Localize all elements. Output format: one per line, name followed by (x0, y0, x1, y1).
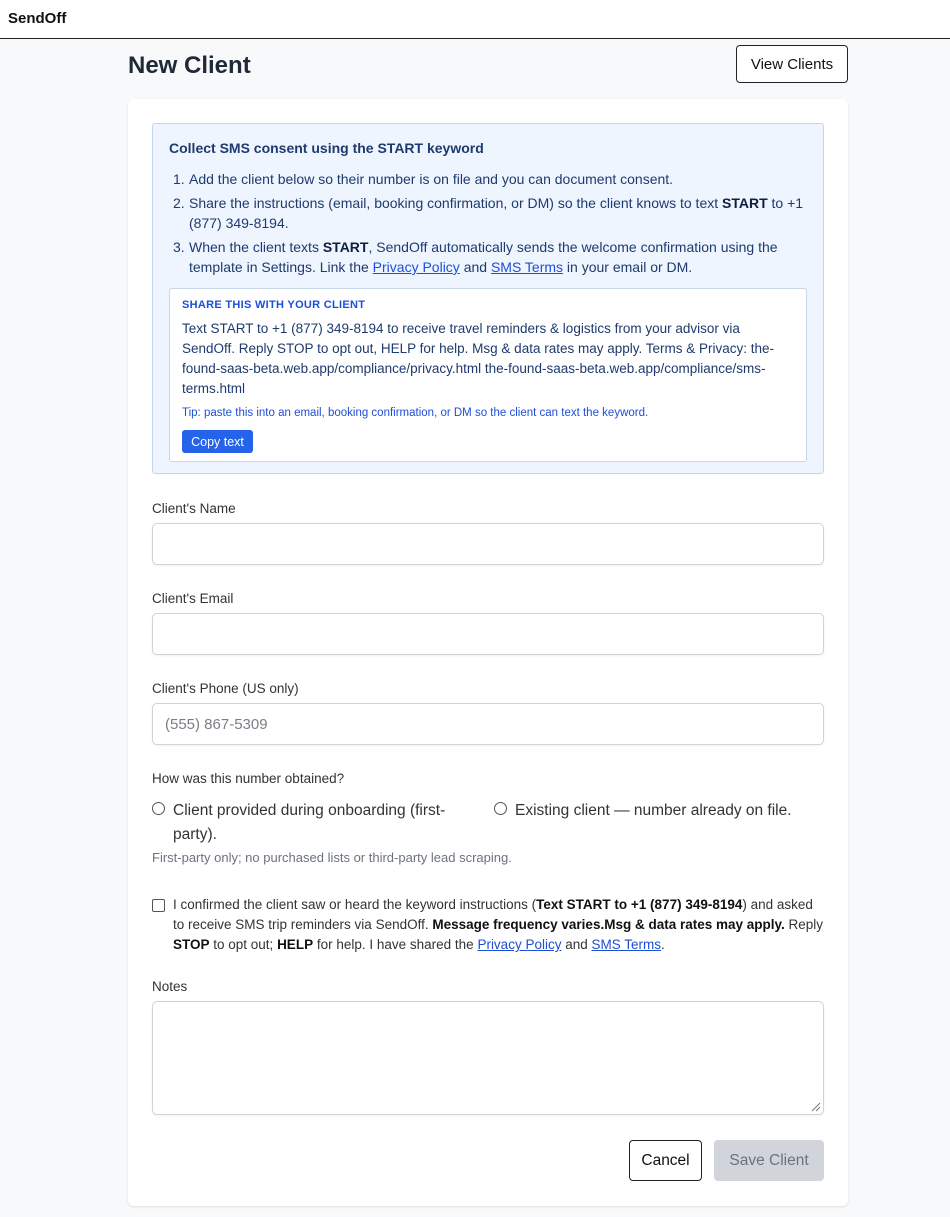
client-phone-label: Client's Phone (US only) (152, 681, 299, 696)
view-clients-button[interactable]: View Clients (736, 45, 848, 83)
instruction-step-1 (169, 169, 809, 189)
top-nav-bar (0, 0, 950, 39)
radio-option-existing-client[interactable] (494, 799, 824, 823)
radio-option-onboarding[interactable] (152, 799, 472, 847)
client-phone-input[interactable] (152, 703, 824, 745)
step-number: 1. (173, 171, 185, 187)
cancel-button[interactable]: Cancel (629, 1140, 702, 1181)
step-text: When the client texts START, SendOff automatically sends the welcome confirmation using the template in Settings. Link the Privacy Policy and SMS Terms in your email or DM. (189, 239, 778, 275)
share-box-title: SHARE THIS WITH YOUR CLIENT (182, 299, 366, 311)
share-message-text: Text START to +1 (877) 349-8194 to receive travel reminders & logistics from your advisor via SendOff. Reply STOP to opt out, HELP for help. Msg & data rates may apply. Terms & Privacy: the-found-saas-beta.web.app/compliance/privacy.html the-found-saas-beta.web.app/compliance/sms-terms.html (182, 321, 775, 396)
consent-checkbox[interactable] (152, 899, 165, 912)
step-text: Add the client below so their number is on file and you can document consent. (189, 171, 674, 187)
sms-consent-info-panel (152, 123, 824, 474)
instruction-step-2 (169, 193, 809, 233)
page-title: New Client (128, 52, 251, 79)
radio-option-label[interactable]: Client provided during onboarding (first- party). (173, 802, 446, 843)
notes-textarea[interactable] (152, 1001, 824, 1115)
new-client-form-card (128, 99, 848, 1206)
client-email-input[interactable] (152, 613, 824, 655)
privacy-policy-link[interactable]: Privacy Policy (372, 259, 460, 275)
start-keyword: START (322, 239, 369, 255)
client-name-input[interactable] (152, 523, 824, 565)
share-message-box (169, 288, 807, 462)
consent-sms-terms-link[interactable]: SMS Terms (591, 937, 662, 952)
instruction-steps (169, 169, 809, 281)
instruction-step-3 (169, 237, 809, 277)
number-source-radio-group (152, 799, 824, 847)
step-text: Share the instructions (email, booking confirmation, or DM) so the client knows to text START to +1 (877) 349-8194. (189, 195, 804, 231)
start-keyword: START (722, 195, 768, 211)
sms-terms-link[interactable]: SMS Terms (490, 259, 564, 275)
step-number: 3. (173, 239, 185, 255)
client-name-label: Client's Name (152, 501, 236, 516)
share-tip: Tip: paste this into an email, booking confirmation, or DM so the client can text the keyword. (182, 407, 649, 419)
resize-handle-icon[interactable] (809, 1100, 821, 1112)
brand-logo[interactable]: SendOff (8, 10, 67, 27)
save-client-button[interactable]: Save Client (714, 1140, 824, 1181)
radio-button[interactable] (494, 802, 507, 815)
notes-label: Notes (152, 979, 188, 994)
copy-text-button[interactable]: Copy text (182, 430, 253, 453)
step-number: 2. (173, 195, 185, 211)
consent-privacy-policy-link[interactable]: Privacy Policy (477, 937, 562, 952)
radio-help-text: First-party only; no purchased lists or third-party lead scraping. (152, 850, 512, 865)
consent-confirmation (152, 895, 824, 955)
client-email-label: Client's Email (152, 591, 234, 606)
radio-option-label[interactable]: Existing client — number already on file. (515, 802, 792, 819)
radio-button[interactable] (152, 802, 165, 815)
number-source-label: How was this number obtained? (152, 771, 345, 786)
consent-text[interactable]: I confirmed the client saw or heard the keyword instructions (Text START to +1 (877) 349-8194) and asked to receive SMS trip reminders via SendOff. Message frequency varies.Msg & data rates may apply. Reply STOP to opt out; HELP for help. I have shared the Privacy Policy and SMS Terms. (173, 897, 824, 952)
info-panel-title: Collect SMS consent using the START keyword (169, 140, 484, 156)
